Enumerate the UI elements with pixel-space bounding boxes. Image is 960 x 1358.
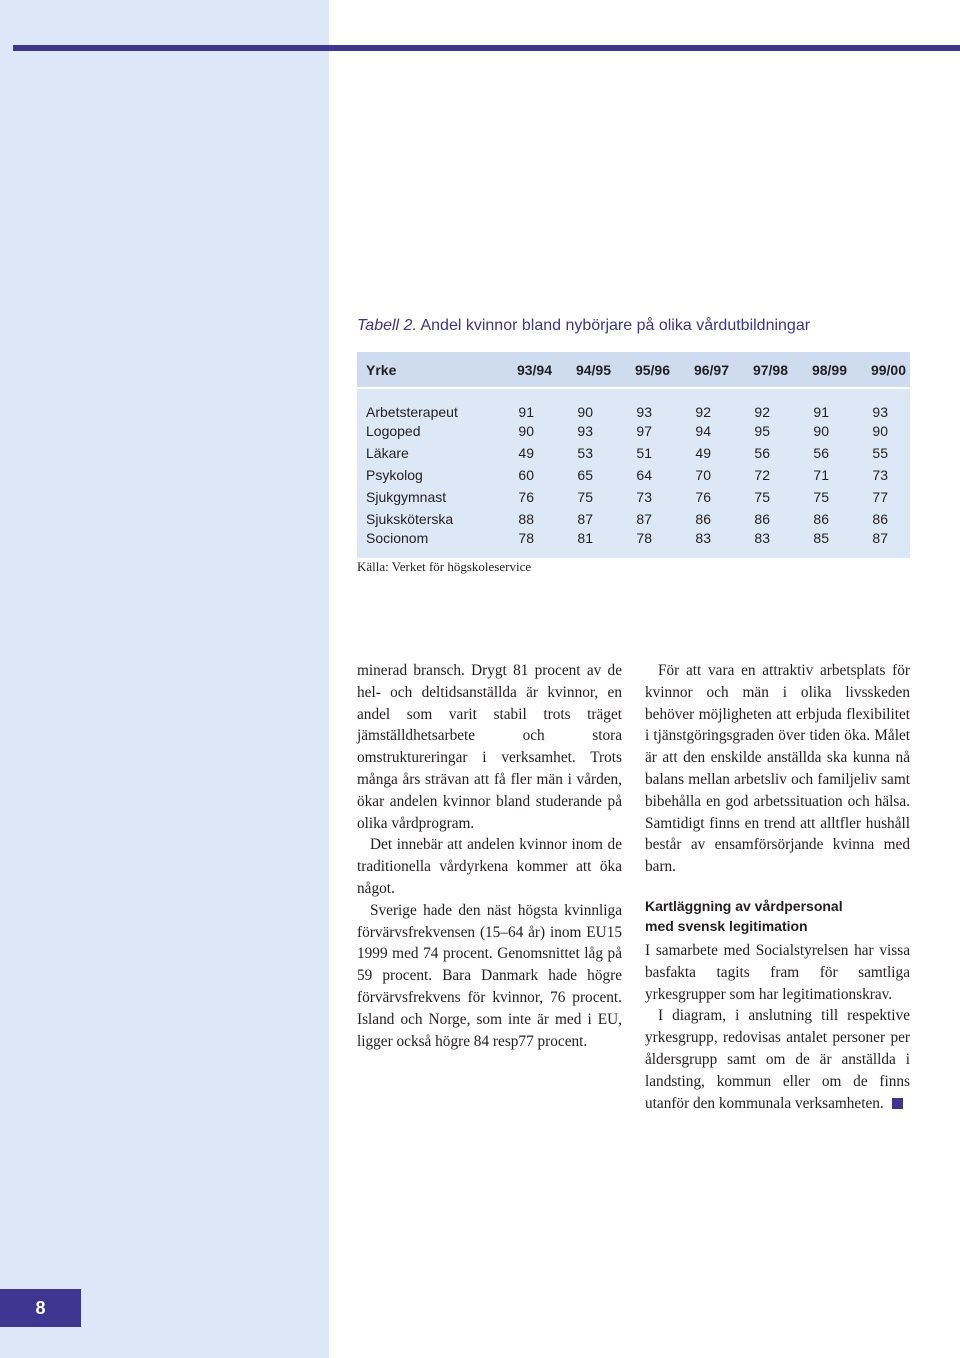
table-cell: 90	[577, 404, 593, 420]
table-header-row	[357, 352, 910, 388]
table-cell: 70	[695, 467, 711, 483]
row-label: Arbetsterapeut	[366, 404, 458, 420]
table-cell: 83	[695, 530, 711, 546]
table-cell: 77	[872, 489, 888, 505]
table-row	[357, 388, 910, 420]
table-cell: 94	[695, 423, 711, 439]
section-heading-line-2: med svensk legitimation	[645, 917, 808, 934]
table-cell: 86	[813, 511, 829, 527]
table-body	[357, 388, 910, 558]
table-cell: 56	[754, 445, 770, 461]
table-cell: 56	[813, 445, 829, 461]
right-paragraph-2: I samarbete med Socialstyrelsen har vissa basfakta tagits fram för samtliga yrkesgrupper som har legitimationskrav.	[645, 941, 910, 1003]
table-cell: 92	[754, 404, 770, 420]
header-cell-year: 94/95	[556, 352, 615, 388]
table-cell: 95	[754, 423, 770, 439]
table-cell: 75	[577, 489, 593, 505]
table-row	[357, 442, 910, 464]
table-row	[357, 530, 910, 558]
end-mark-icon	[892, 1098, 903, 1109]
table-caption-label: Tabell 2.	[357, 317, 417, 334]
table-cell: 78	[518, 530, 534, 546]
table-cell: 92	[695, 404, 711, 420]
data-table-box	[357, 352, 910, 558]
table-cell: 49	[695, 445, 711, 461]
header-cell-yrke: Yrke	[357, 352, 497, 388]
header-cell-year: 93/94	[497, 352, 556, 388]
header-cell-year: 99/00	[851, 352, 910, 388]
table-cell: 86	[872, 511, 888, 527]
table-cell: 60	[518, 467, 534, 483]
left-paragraph-1: minerad bransch. Drygt 81 procent av de hel- och deltidsanställda är kvinnor, en andel som varit stabil trots träget jämställdhetsarbete och stora omstruktureringar i verksamhet. Trots många års strävan att få fler män i vården, ökar andelen kvinnor bland studerande på olika vårdprogram.	[357, 662, 622, 832]
table-cell: 55	[872, 445, 888, 461]
table-cell: 73	[636, 489, 652, 505]
table-source: Källa: Verket för högskoleservice	[357, 559, 532, 574]
table-cell: 72	[754, 467, 770, 483]
table-cell: 53	[577, 445, 593, 461]
row-label: Sjukgymnast	[366, 489, 447, 505]
right-paragraph-3	[645, 1005, 910, 1114]
table-cell: 91	[813, 404, 829, 420]
table-cell: 90	[518, 423, 534, 439]
table-cell: 93	[577, 423, 593, 439]
table-cell: 75	[754, 489, 770, 505]
row-label: Sjuksköterska	[366, 511, 454, 527]
page-number: 8	[0, 1289, 81, 1327]
section-heading	[645, 896, 910, 936]
header-cell-year: 95/96	[615, 352, 674, 388]
table-row	[357, 486, 910, 508]
right-text-column	[645, 660, 910, 1114]
table-cell: 93	[636, 404, 652, 420]
top-rule	[13, 45, 960, 51]
table-cell: 86	[754, 511, 770, 527]
table-cell: 51	[636, 445, 652, 461]
data-table	[357, 352, 910, 558]
table-cell: 85	[813, 530, 829, 546]
table-caption-text: Andel kvinnor bland nybörjare på olika vårdutbildningar	[420, 317, 811, 334]
table-header	[357, 352, 910, 388]
side-band	[0, 0, 329, 1358]
table-cell: 78	[636, 530, 652, 546]
table-cell: 86	[695, 511, 711, 527]
table-cell: 97	[636, 423, 652, 439]
section-heading-line-1: Kartläggning av vårdpersonal	[645, 897, 843, 914]
table-caption	[357, 317, 810, 335]
table-cell: 87	[872, 530, 888, 546]
header-cell-year: 97/98	[733, 352, 792, 388]
table-cell: 73	[872, 467, 888, 483]
row-label: Logoped	[366, 423, 421, 439]
table-cell: 90	[872, 423, 888, 439]
table-cell: 91	[518, 404, 534, 420]
table-cell: 65	[577, 467, 593, 483]
table-cell: 75	[813, 489, 829, 505]
left-paragraph-3: Sverige hade den näst högsta kvinnliga förvärvsfrekvensen (15–64 år) inom EU15 1999 med 74 procent. Genomsnittet låg på 59 procent. Bara Danmark hade högre förvärvsfrekvens för kvinnor, 76 procent. Island och Norge, som inte är med i EU, ligger också högre 84 resp77 procent.	[357, 901, 622, 1050]
row-label: Psykolog	[366, 467, 423, 483]
table-cell: 88	[518, 511, 534, 527]
table-cell: 87	[577, 511, 593, 527]
row-label: Läkare	[366, 445, 409, 461]
left-paragraph-2: Det innebär att andelen kvinnor inom de traditionella vårdyrkena kommer att öka något.	[357, 836, 622, 897]
table-cell: 83	[754, 530, 770, 546]
table-cell: 71	[813, 467, 829, 483]
table-row	[357, 420, 910, 442]
left-text-column	[357, 660, 622, 1052]
right-paragraph-1: För att vara en attraktiv arbetsplats för kvinnor och män i olika livsskeden behöver möjligheten att erbjuda flexibilitet i tjänstgöringsgraden över tiden öka. Målet är att den enskilde anställda ska kunna nå balans mellan arbetsliv och familjeliv samt bibehålla en god arbetssituation och hälsa. Samtidigt finns en trend att alltfler hushåll består av ensamförsörjande kvinna med barn.	[645, 662, 910, 876]
table-cell: 64	[636, 467, 652, 483]
table-cell: 93	[872, 404, 888, 420]
table-row	[357, 464, 910, 486]
table-cell: 49	[518, 445, 534, 461]
table-cell: 87	[636, 511, 652, 527]
table-cell: 76	[695, 489, 711, 505]
header-cell-year: 98/99	[792, 352, 851, 388]
row-label: Socionom	[366, 530, 429, 546]
table-row	[357, 508, 910, 530]
table-cell: 90	[813, 423, 829, 439]
header-cell-year: 96/97	[674, 352, 733, 388]
right-paragraph-3-text: I diagram, i anslutning till respektive yrkesgrupp, redovisas antalet personer per åldersgrupp samt om de är anställda i landsting, kommun eller om de finns utanför den kommunala verksamheten.	[645, 1007, 910, 1112]
table-cell: 76	[518, 489, 534, 505]
table-cell: 81	[577, 530, 593, 546]
